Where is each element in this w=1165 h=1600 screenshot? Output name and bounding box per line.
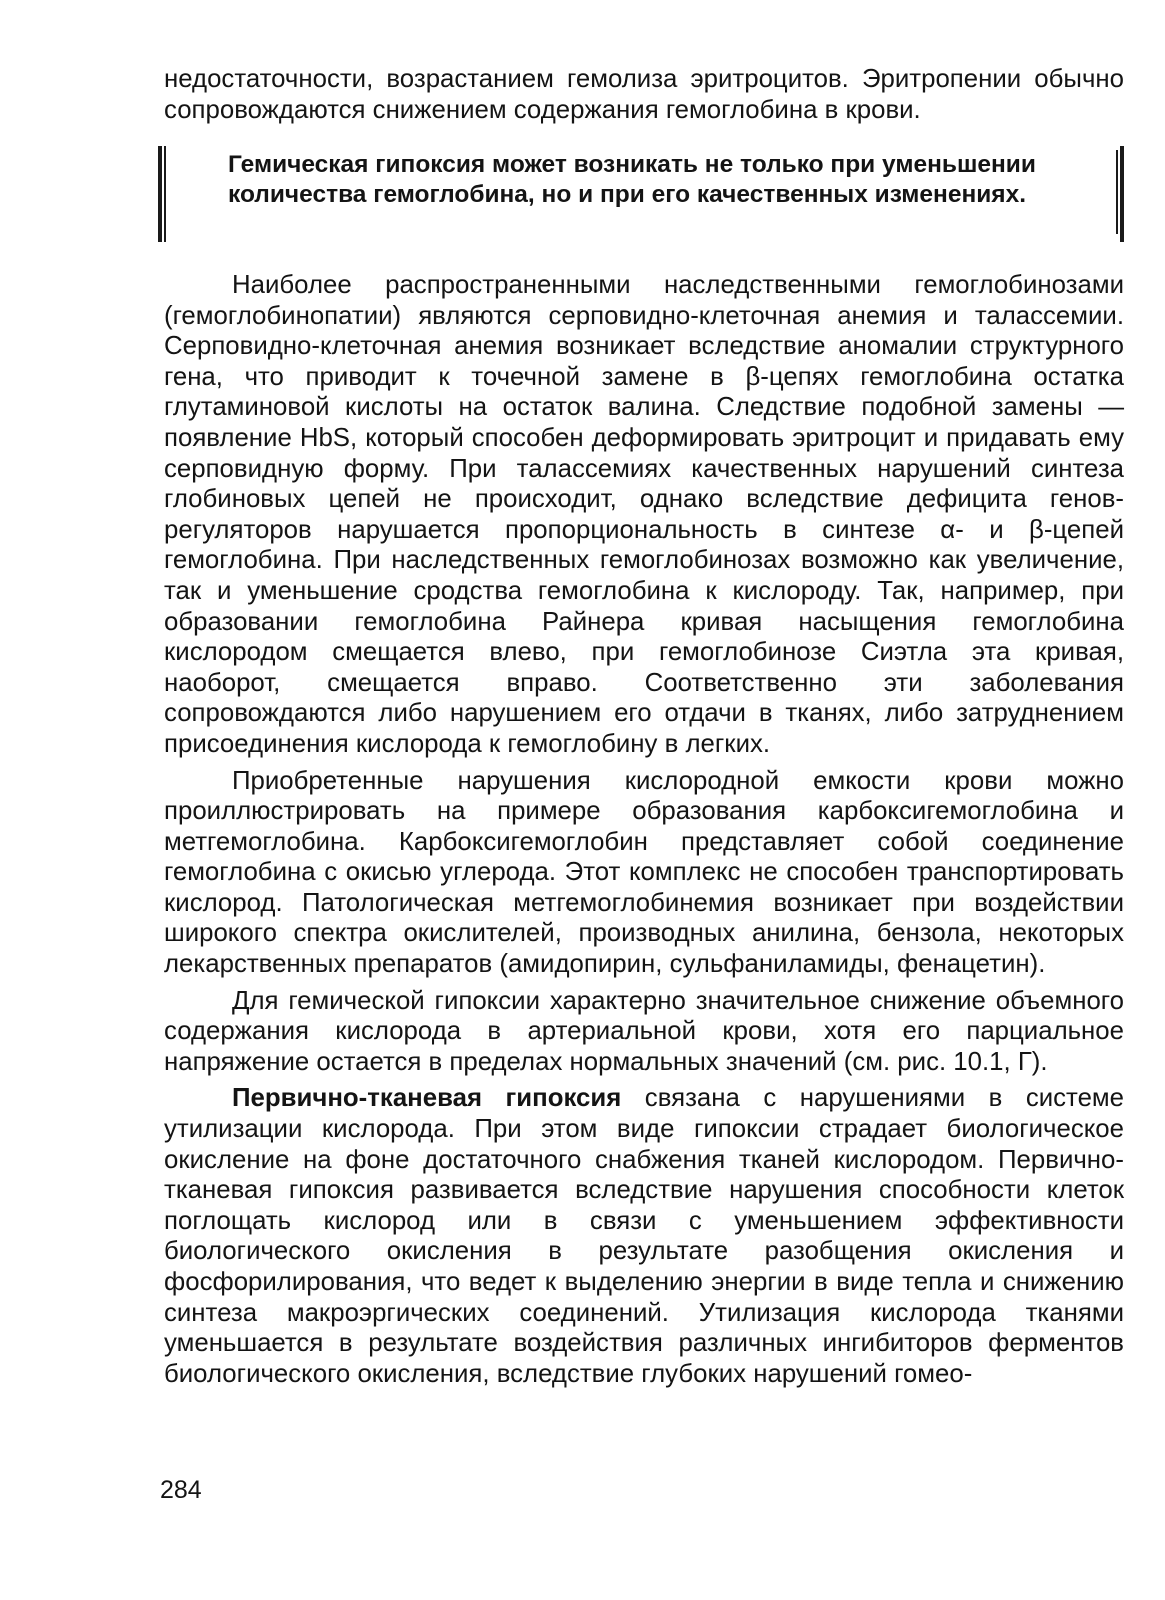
paragraph-acquired-disorders: Приобретенные нарушения кислородной емкости крови можно проиллюстрировать на примере образования карбоксигемоглобина и метгемоглобина. Карбоксигемоглобин представляет собой соединение гемоглобина с окисью углерода. Этот комплекс не способен транспортировать кислород. Патологическая метгемоглобинемия возникает при воздействии широкого спектра окислителей, производных анилина, бензола, некоторых лекарственных препаратов (амидопирин, сульфаниламиды, фенацетин). xyxy=(164,766,1124,979)
body-text xyxy=(164,270,1124,1389)
page-number: 284 xyxy=(160,1476,202,1504)
paragraph-tissue-hypoxia xyxy=(164,1083,1124,1389)
tissue-hypoxia-text: связана с нарушениями в системе утилизации кислорода. При этом виде гипоксии страдает биологическое окисление на фоне достаточного снабжения тканей кислородом. Первично-тканевая гипоксия развивается вследствие нарушения способности клеток поглощать кислород или в связи с уменьшением эффективности биологического окисления в результате разобщения окисления и фосфорилирования, что ведет к выделению энергии в виде тепла и снижению синтеза макроэргических соединений. Утилизация кислорода тканями уменьшается в результате воздействия различных ингибиторов ферментов биологического окисления, вследствие глубоких нарушений гомео- xyxy=(164,1084,1125,1388)
intro-paragraph: недостаточности, возрастанием гемолиза эритроцитов. Эритропении обычно сопровождаются снижением содержания гемоглобина в крови. xyxy=(164,65,1124,124)
callout-box xyxy=(158,146,1124,242)
intro-text xyxy=(164,64,1124,125)
paragraph-hemic-hypoxia: Для гемической гипоксии характерно значительное снижение объемного содержания кислорода в артериальной крови, хотя его парциальное напряжение остается в пределах нормальных значений (см. рис. 10.1, Г). xyxy=(164,986,1124,1076)
callout-right-rule xyxy=(1120,146,1124,242)
callout-right-rule-inner xyxy=(1116,150,1118,234)
callout-left-rule xyxy=(158,146,162,242)
term-tissue-hypoxia: Первично-тканевая гипоксия xyxy=(232,1084,622,1113)
callout-left-rule-inner xyxy=(164,146,166,242)
callout-text: Гемическая гипоксия может возникать не только при уменьшении количества гемоглобина, но и при его качественных изменениях. xyxy=(228,151,1036,208)
paragraph-hemoglobinopathies: Наиболее распространенными наследственными гемоглобинозами (гемоглобинопатии) являются серповидно-клеточная анемия и талассемии. Серповидно-клеточная анемия возникает вследствие аномалии структурного гена, что приводит к точечной замене в β-цепях гемоглобина остатка глутаминовой кислоты на остаток валина. Следствие подобной замены — появление HbS, который способен деформировать эритроцит и придавать ему серповидную форму. При талассемиях качественных нарушений синтеза глобиновых цепей не происходит, однако вследствие дефицита генов-регуляторов нарушается пропорциональность в синтезе α- и β-цепей гемоглобина. При наследственных гемоглобинозах возможно как увеличение, так и уменьшение сродства гемоглобина к кислороду. Так, например, при образовании гемоглобина Райнера кривая насыщения гемоглобина кислородом смещается влево, при гемоглобинозе Сиэтла эта кривая, наоборот, смещается вправо. Соответственно эти заболевания сопровождаются либо нарушением его отдачи в тканях, либо затруднением присоединения кислорода к гемоглобину в легких. xyxy=(164,271,1124,758)
